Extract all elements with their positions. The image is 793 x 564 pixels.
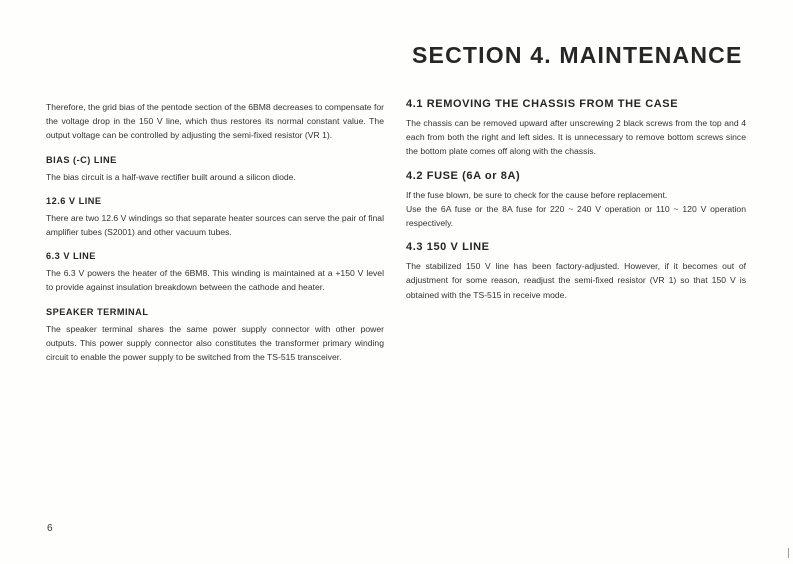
section-title: SECTION 4. MAINTENANCE — [412, 42, 743, 68]
line-12v-text: There are two 12.6 V windings so that separate heater sources can serve the pair of final amplifier tubes (S2001) and other vacuum tubes. — [46, 212, 384, 238]
section-4-3-text: The stabilized 150 V line has been factory-adjusted. However, if it becomes out of adjustment for some reason, readjust the semi-fixed resistor (VR 1) so that 150 V is obtained with the TS-515 in receive mode. — [406, 261, 746, 300]
left-column — [46, 100, 384, 364]
line-12v-heading: 12.6 V LINE — [46, 195, 102, 206]
section-4-2-heading: 4.2 FUSE (6A or 8A) — [406, 169, 521, 182]
right-column — [406, 98, 746, 302]
section-4-1-heading: 4.1 REMOVING THE CHASSIS FROM THE CASE — [406, 98, 679, 110]
line-6v-heading: 6.3 V LINE — [46, 251, 96, 262]
section-4-2-text-1: If the fuse blown, be sure to check for the cause before replacement. — [406, 189, 668, 200]
page-edge-mark — [788, 548, 789, 558]
line-6v-text: The 6.3 V powers the heater of the 6BM8. This winding is maintained at a +150 V level to provide against insulation breakdown between the cathode and heater. — [46, 268, 384, 293]
page-number: 6 — [47, 523, 53, 534]
section-4-3-heading: 4.3 150 V LINE — [406, 241, 490, 254]
bias-line-heading: BIAS (-C) LINE — [46, 154, 117, 165]
speaker-terminal-heading: SPEAKER TERMINAL — [46, 306, 149, 317]
section-4-2-text-2: Use the 6A fuse or the 8A fuse for 220 ~ 240 V operation or 110 ~ 120 V operation respectively. — [406, 203, 746, 229]
section-4-1-text: The chassis can be removed upward after unscrewing 2 black screws from the top and 4 each from both the right and left sides. It is unnecessary to remove bottom screws since the bottom plate comes off along with the chassis. — [406, 118, 746, 157]
speaker-terminal-text: The speaker terminal shares the same power supply connector with other power outputs. This power supply connector also constitutes the transformer primary winding circuit to enable the power supply to be switched from the TS-515 transceiver. — [46, 323, 384, 363]
intro-paragraph: Therefore, the grid bias of the pentode section of the 6BM8 decreases to compensate for the voltage drop in the 150 V line, which thus restores its normal constant value. The output voltage can be controlled by adjusting the semi-fixed resistor (VR 1). — [46, 102, 384, 141]
bias-line-text: The bias circuit is a half-wave rectifier built around a silicon diode. — [46, 171, 296, 182]
